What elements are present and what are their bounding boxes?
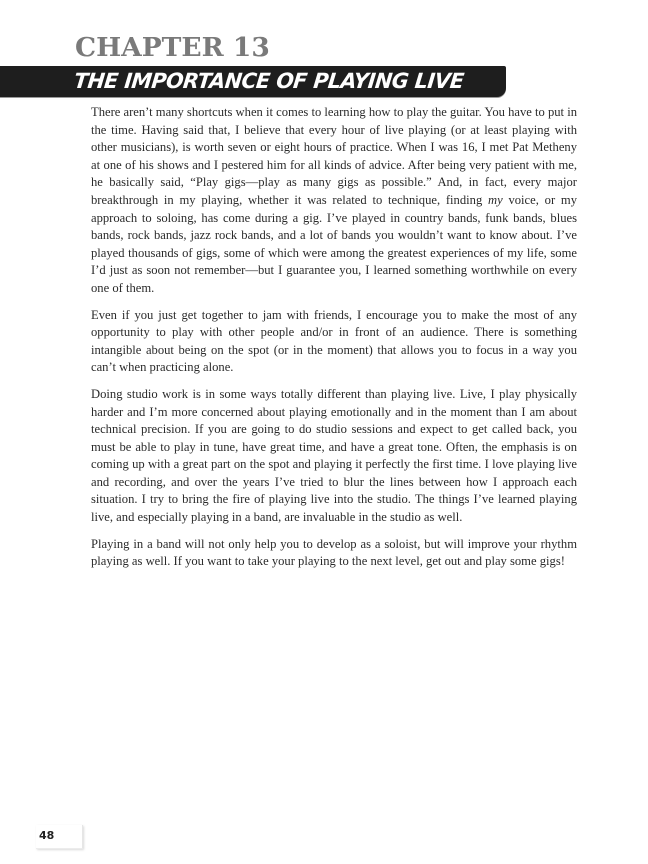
paragraph-2: Even if you just get together to jam with friends, I encourage you to make the most of any opportunity to play with other people and/or in front of an audience. There is something intangible about being on the spot (or in the moment) that allows you to focus in a way you can’t when practicing alone. xyxy=(91,307,577,375)
paragraph-1-text-a: There aren’t many shortcuts when it comes to learning how to play the guitar. You have to put in the time. Having said that, I believe that every hour of live playing (or at least playing with other musicians), is worth seven or eight hours of practice. When I was 16, I met Pat Metheny at one of his shows and I pestered him for all kinds of advice. After being very patient with me, he basically said, “Play gigs—play as many gigs as possible.” And, in fact, every major breakthrough in my playing, whether it was related to technique, finding xyxy=(91,105,577,207)
paragraph-1-text-b: voice, or my approach to soloing, has come during a gig. I’ve played in country bands, funk bands, blues bands, rock bands, jazz rock bands, and a lot of bands you wouldn’t want to know about. I’ve played thousands of gigs, some of which were among the greatest experiences of my life, some I’d just as soon not remember—but I guarantee you, I learned something worthwhile on every one of them. xyxy=(91,192,577,295)
page-number: 48 xyxy=(39,829,55,842)
chapter-label: CHAPTER 13 xyxy=(75,33,270,63)
paragraph-1 xyxy=(91,104,577,298)
paragraph-4: Playing in a band will not only help you to develop as a soloist, but will improve your rhythm playing as well. If you want to take your playing to the next level, get out and play some gigs! xyxy=(91,536,577,569)
paragraph-3: Doing studio work is in some ways totally different than playing live. Live, I play physically harder and I’m more concerned about playing emotionally and in the moment than I am about technical precision. If you are going to do studio sessions and expect to get called back, you must be able to play in tune, have great time, and have a great tone. Often, the emphasis is on coming up with a great part on the spot and playing it perfectly the first time. I love playing live and recording, and over the years I’ve tried to blur the lines between how I approach each situation. I try to bring the fire of playing live into the studio. The things I’ve learned playing live, and especially playing in a band, are invaluable in the studio as well. xyxy=(91,386,577,525)
emphasis-my: my xyxy=(488,192,503,207)
chapter-body xyxy=(91,104,577,580)
chapter-title: THE IMPORTANCE OF PLAYING LIVE xyxy=(72,69,465,93)
